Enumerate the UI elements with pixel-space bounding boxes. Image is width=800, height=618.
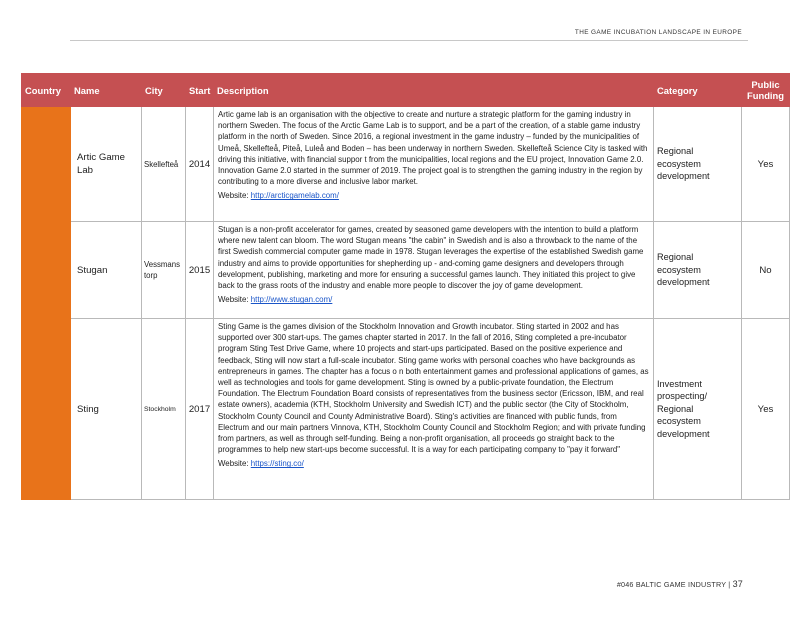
country-cell (22, 319, 71, 500)
column-header-public-funding: Public Funding (742, 74, 790, 107)
column-header-city: City (142, 74, 186, 107)
footer-separator: | (728, 580, 731, 589)
category-cell: Regional ecosystem development (654, 222, 742, 319)
incubator-table (21, 73, 790, 500)
table-row (22, 107, 790, 222)
name-cell: Artic Game Lab (71, 107, 142, 222)
header-rule (70, 40, 748, 41)
public-funding-cell: Yes (742, 319, 790, 500)
website-link[interactable]: http://www.stugan.com/ (250, 295, 333, 305)
table-header-row (22, 74, 790, 107)
city-cell: Vessmanstorp (142, 222, 186, 319)
category-cell: Regional ecosystem development (654, 107, 742, 222)
column-header-category: Category (654, 74, 742, 107)
description-text: Stugan is a non-profit accelerator for games, created by seasoned game developers with the intention to build a platform where new talent can bloom. The word Stugan means "the cabin" in Swedish and is also a throwback to the name of the first Swedish commercial computer game made in 1978. Stugan leverages the expertise of the established Swedish game industry and aims to provide opportunities for shepherding up - and-coming game designers and developers through development, publishing, marketing and more for ensuring a successful games launch. They initiated this project to give back to the grass roots of the industry and enable more people to discover the joy of game development. (218, 225, 644, 291)
name-cell: Sting (71, 319, 142, 500)
city-cell: Skellefteå (142, 107, 186, 222)
description-text: Sting Game is the games division of the Stockholm Innovation and Growth incubator. Sting started in 2002 and has supported over 300 start-ups. The games chapter started in 2017. In the fall of 2016, Sting completed a pre-incubator program Sting Test Drive Game, where 10 projects and start-ups participated. Based on the positive experience and feedback, Sting will now start a full-scale incubator. Sting game works with personal coaches who have backgrounds as entrepreneurs in games. The chapter has a focus o n both entertainment games and professional applications of games, as well as technologies and tools for game development. Sting is owned by a public-private foundation, the Electrum Foundation. The Electrum Foundation Board consists of representatives from the business sector (Ericsson, IBM, and real estate owners), academia (KTH, Stockholm University and Swedish ICT) and the public sector (the City of Stockholm, Stockholm County Council and County Administrative Board). Sting's activities are financed with public funds, from Electrum and our main partners Vinnova, KTH, Stockholm County Council and Stockholm Region; and with private funding from partners, as well as through self-funding. Being a non-profit organisation, all proceeds go straight back to the programmes to help new start-ups become successful. It is a way for each participating company to "pay it forward" (218, 322, 649, 455)
incubator-table-wrapper (21, 73, 789, 500)
description-cell (214, 222, 654, 319)
website-label: Website: (218, 191, 249, 201)
website-link[interactable]: https://sting.co/ (250, 459, 304, 469)
public-funding-cell: No (742, 222, 790, 319)
publication-title: #046 BALTIC GAME INDUSTRY (616, 580, 727, 589)
column-header-description: Description (214, 74, 654, 107)
city-cell: Stockholm (142, 319, 186, 500)
start-cell: 2014 (186, 107, 214, 222)
website-line (218, 190, 650, 201)
public-funding-cell: Yes (742, 107, 790, 222)
table-row (22, 222, 790, 319)
description-cell (214, 107, 654, 222)
column-header-country: Country (22, 74, 71, 107)
name-cell: Stugan (71, 222, 142, 319)
category-cell: Investment prospecting/ Regional ecosystem development (654, 319, 742, 500)
website-label: Website: (218, 459, 249, 469)
description-text: Artic game lab is an organisation with the objective to create and nurture a strategic platform for the gaming industry in northern Sweden. The focus of the Arctic Game Lab is to support, and be a part of the creation, of a stable game industry platform in the north of Sweden. Since 2016, a regional investment in the game industry – funded by the municipalities of Umeå, Skellefteå, Piteå, Luleå and Boden – has been underway in northern Sweden. Skellefteå Science City is tasked with driving this initiative, with financial suppor t from the municipalities, local regions and the EU project, Innovation Game 2.0. Innovation Game 2.0 started in the summer of 2019. The project goal is to strengthen the gaming industry in the region by contributing to a more diverse and inclusive labor market. (218, 110, 648, 187)
table-row (22, 319, 790, 500)
website-line (218, 458, 650, 469)
description-cell (214, 319, 654, 500)
column-header-name: Name (71, 74, 142, 107)
start-cell: 2017 (186, 319, 214, 500)
website-label: Website: (218, 295, 249, 305)
column-header-start: Start (186, 74, 214, 107)
start-cell: 2015 (186, 222, 214, 319)
page-number: 37 (732, 579, 743, 589)
country-cell (22, 107, 71, 222)
website-link[interactable]: http://arcticgamelab.com/ (250, 191, 339, 201)
country-cell (22, 222, 71, 319)
running-head: THE GAME INCUBATION LANDSCAPE IN EUROPE (574, 29, 742, 36)
page-footer (617, 579, 743, 589)
website-line (218, 294, 650, 305)
